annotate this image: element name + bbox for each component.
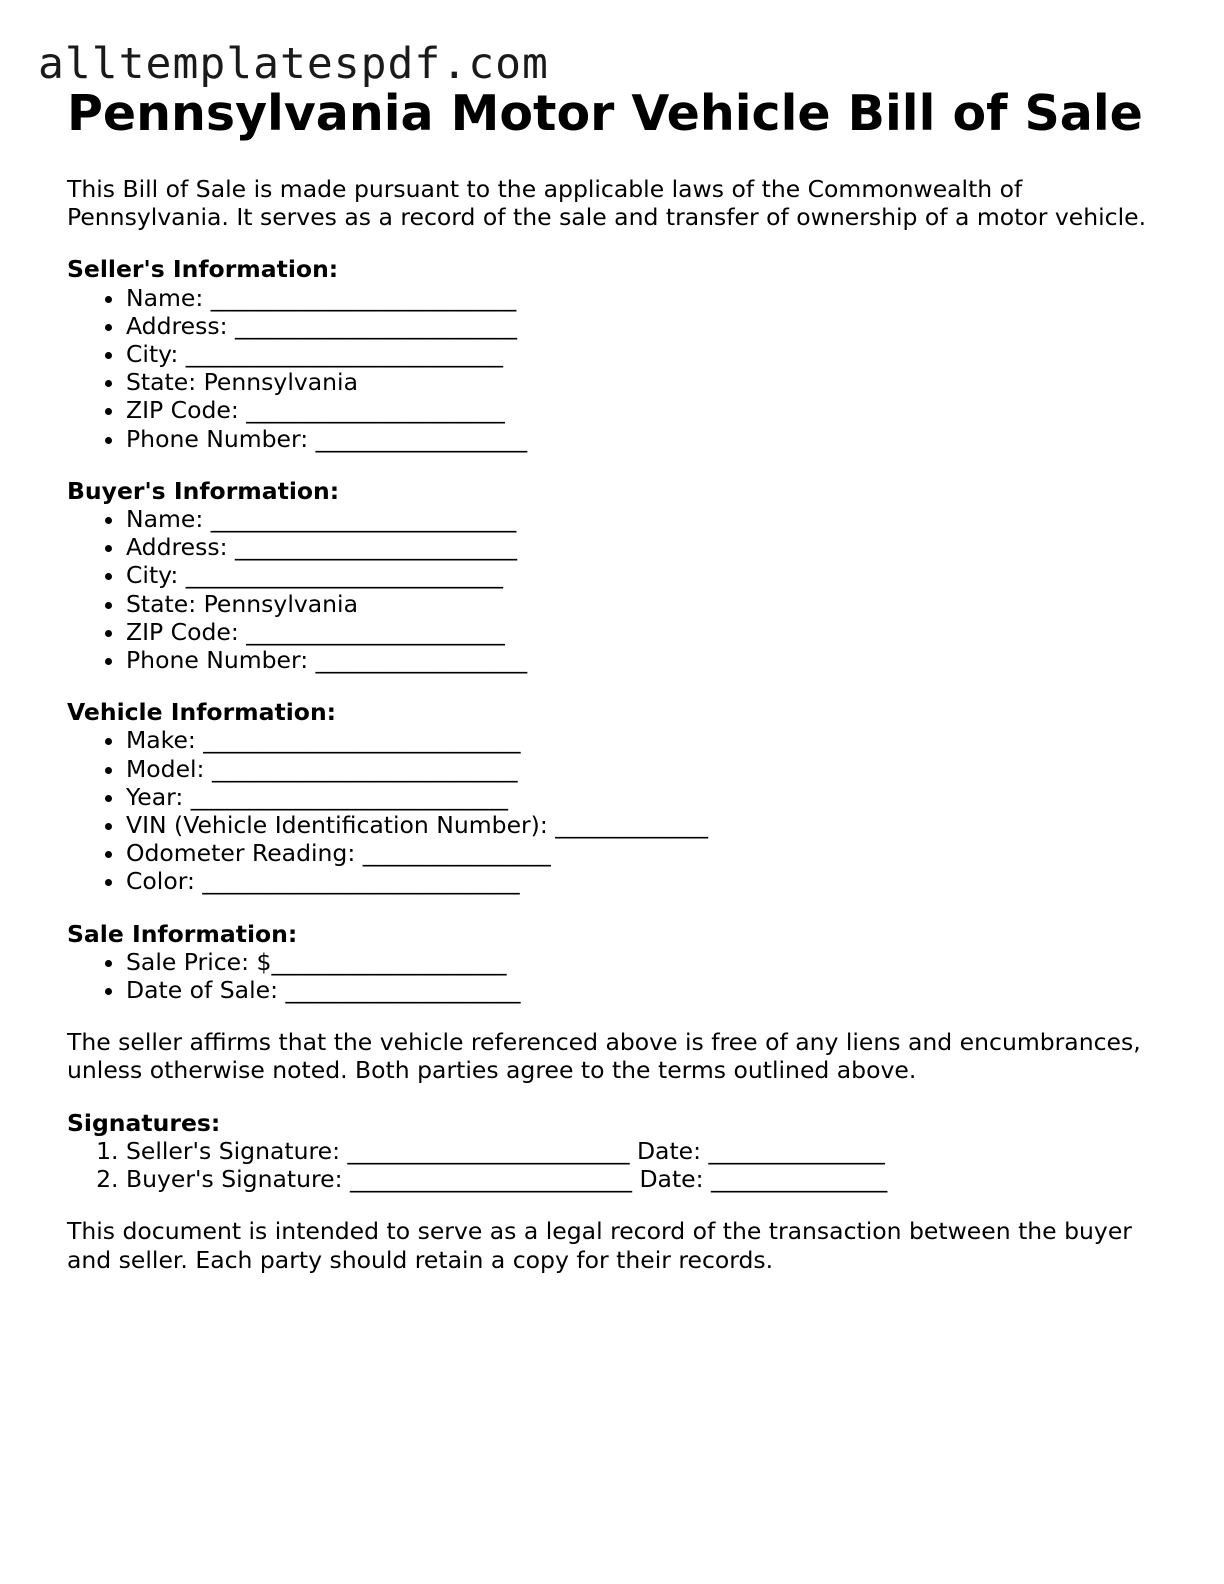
sale-price-field: • Sale Price: $____________________: [126, 948, 1157, 976]
document-body: [67, 175, 1157, 1274]
buyer-section-heading: Buyer's Information:: [67, 476, 340, 505]
seller-name-field: • Name: __________________________: [126, 284, 1157, 312]
vehicle-section-heading: Vehicle Information:: [67, 698, 337, 727]
affirmation-paragraph: The seller affirms that the vehicle referenced above is free of any liens and encumbrances, unless otherwise noted. Both parties agree to the terms outlined above.: [67, 1028, 1141, 1085]
intro-paragraph: This Bill of Sale is made pursuant to the applicable laws of the Commonwealth of Pennsylvania. It serves as a record of the sale and transfer of ownership of a motor vehicle.: [67, 175, 1147, 232]
vehicle-color-field: • Color: ___________________________: [126, 867, 1157, 895]
buyer-phone-field: • Phone Number: __________________: [126, 646, 1157, 674]
vehicle-model-field: • Model: __________________________: [126, 755, 1157, 783]
page-title: Pennsylvania Motor Vehicle Bill of Sale: [67, 85, 1143, 142]
buyer-field-list: [67, 505, 1157, 674]
buyer-name-field: • Name: __________________________: [126, 505, 1157, 533]
vehicle-odometer-field: • Odometer Reading: ________________: [126, 839, 1157, 867]
vehicle-make-field: • Make: ___________________________: [126, 726, 1157, 754]
seller-state-field: • State: Pennsylvania: [126, 368, 1157, 396]
seller-phone-field: • Phone Number: __________________: [126, 425, 1157, 453]
watermark-text: alltemplatespdf.com: [38, 39, 549, 89]
buyer-signature-line: 2. Buyer's Signature: ________________________ Date: _______________: [126, 1165, 1157, 1193]
seller-section-heading: Seller's Information:: [67, 255, 339, 284]
seller-address-field: • Address: ________________________: [126, 312, 1157, 340]
seller-signature-line: 1. Seller's Signature: ________________________ Date: _______________: [126, 1137, 1157, 1165]
buyer-city-field: • City: ___________________________: [126, 561, 1157, 589]
buyer-zip-field: • ZIP Code: ______________________: [126, 618, 1157, 646]
buyer-state-field: • State: Pennsylvania: [126, 590, 1157, 618]
vehicle-field-list: [67, 726, 1157, 895]
seller-field-list: [67, 284, 1157, 453]
closing-paragraph: This document is intended to serve as a legal record of the transaction between the buyer and seller. Each party should retain a copy for their records.: [67, 1217, 1132, 1274]
sale-field-list: [67, 948, 1157, 1004]
seller-city-field: • City: ___________________________: [126, 340, 1157, 368]
sale-date-field: • Date of Sale: ____________________: [126, 976, 1157, 1004]
signatures-section-heading: Signatures:: [67, 1108, 221, 1137]
vehicle-vin-field: • VIN (Vehicle Identification Number): _____________: [126, 811, 1157, 839]
buyer-address-field: • Address: ________________________: [126, 533, 1157, 561]
vehicle-year-field: • Year: ___________________________: [126, 783, 1157, 811]
sale-section-heading: Sale Information:: [67, 919, 298, 948]
seller-zip-field: • ZIP Code: ______________________: [126, 396, 1157, 424]
signature-list: [67, 1137, 1157, 1193]
